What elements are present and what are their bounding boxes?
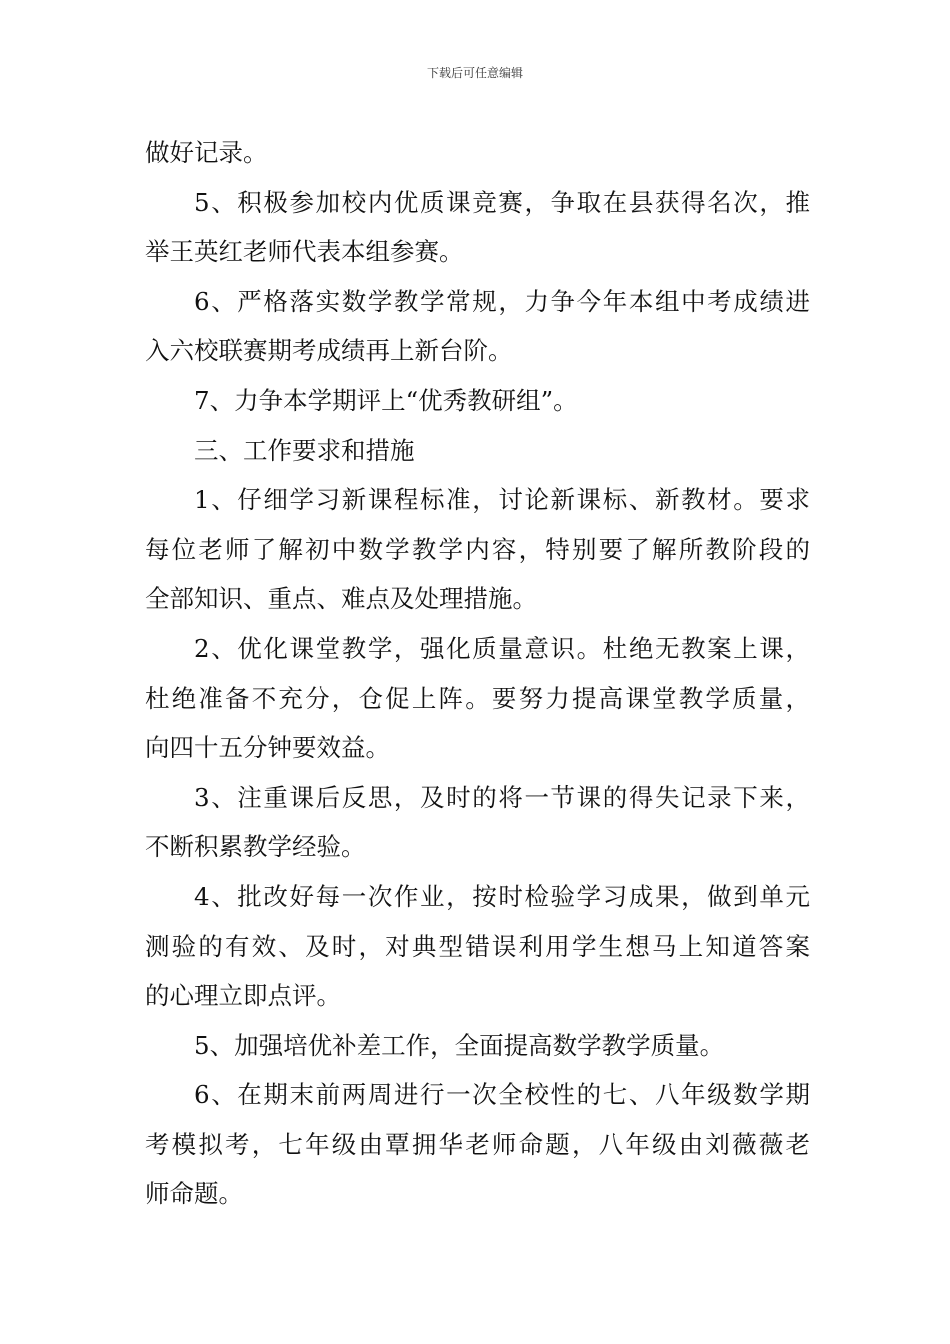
text-line: 全部知识、重点、难点及处理措施。 <box>145 584 537 614</box>
text-line: 3、注重课后反思，及时的将一节课的得失记录下来， <box>194 782 810 812</box>
text-line: 做好记录。 <box>145 138 268 167</box>
text-line: 7、力争本学期评上“优秀教研组”。 <box>194 385 578 415</box>
text-line: 举王英红老师代表本组参赛。 <box>145 237 464 267</box>
text-line: 5、加强培优补差工作，全面提高数学教学质量。 <box>194 1030 725 1060</box>
document-body <box>145 128 810 1219</box>
text-line: 每位老师了解初中数学教学内容，特别要了解所教阶段的 <box>145 534 810 564</box>
text-line: 1、仔细学习新课程标准，讨论新课标、新教材。要求 <box>194 485 810 515</box>
text-line: 6、严格落实数学教学常规，力争今年本组中考成绩进 <box>194 286 810 316</box>
text-line: 5、积极参加校内优质课竞赛，争取在县获得名次，推 <box>194 187 810 217</box>
text-line: 测验的有效、及时，对典型错误利用学生想马上知道答案 <box>145 931 810 961</box>
text-line: 6、在期末前两周进行一次全校性的七、八年级数学期 <box>194 1080 810 1110</box>
text-line: 考模拟考，七年级由覃拥华老师命题，八年级由刘薇薇老 <box>145 1129 810 1159</box>
text-line: 向四十五分钟要效益。 <box>145 733 390 763</box>
text-line: 4、批改好每一次作业，按时检验学习成果，做到单元 <box>194 881 810 911</box>
section-heading: 三、工作要求和措施 <box>194 435 415 465</box>
text-line: 2、优化课堂教学，强化质量意识。杜绝无教案上课， <box>194 633 810 663</box>
page-header-note: 下载后可任意编辑 <box>426 66 523 80</box>
text-line: 师命题。 <box>145 1179 243 1209</box>
text-line: 不断积累教学经验。 <box>145 832 366 862</box>
text-line: 的心理立即点评。 <box>145 981 341 1011</box>
text-line: 杜绝准备不充分，仓促上阵。要努力提高课堂教学质量， <box>145 683 810 713</box>
text-line: 入六校联赛期考成绩再上新台阶。 <box>145 336 513 366</box>
